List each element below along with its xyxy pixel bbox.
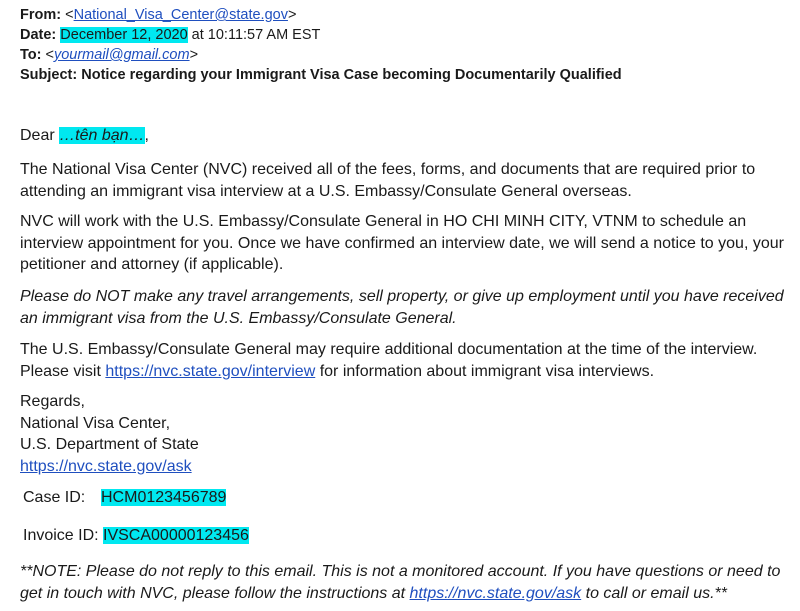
signature-regards: Regards, bbox=[20, 393, 85, 410]
signature-ask-link[interactable]: https://nvc.state.gov/ask bbox=[20, 457, 192, 475]
case-id-value: HCM0123456789 bbox=[101, 489, 227, 506]
greeting-dear: Dear bbox=[20, 127, 60, 144]
from-line bbox=[20, 5, 795, 25]
invoice-id-value: IVSCA00000123456 bbox=[103, 527, 249, 544]
invoice-id-row bbox=[23, 525, 249, 547]
email-header bbox=[20, 5, 795, 85]
case-id-row bbox=[23, 487, 226, 509]
note-text-b: to call or email us.** bbox=[581, 584, 728, 602]
invoice-id-label: Invoice ID: bbox=[23, 527, 99, 544]
from-open-bracket: < bbox=[65, 7, 74, 23]
para4-text-b: for information about immigrant visa interviews. bbox=[315, 362, 655, 380]
case-id-label: Case ID: bbox=[23, 489, 86, 506]
subject-value: Notice regarding your Immigrant Visa Case becoming Documentarily Qualified bbox=[81, 67, 622, 83]
to-close-bracket: > bbox=[189, 47, 199, 63]
subject-label: Subject: bbox=[20, 67, 78, 83]
from-label: From: bbox=[20, 7, 62, 23]
note-text-a: **NOTE: Please do not reply to this email. This is not a monitored account. If you have questions or need to get in touch with NVC, please follow the instructions at bbox=[20, 563, 781, 602]
greeting-comma: , bbox=[144, 127, 149, 144]
note-ask-link[interactable]: https://nvc.state.gov/ask bbox=[409, 584, 582, 602]
to-open-bracket: < bbox=[45, 47, 54, 63]
interview-link[interactable]: https://nvc.state.gov/interview bbox=[105, 362, 316, 380]
para4-text-a: The U.S. Embassy/Consulate General may require additional documentation at the time of the interview. Please visit bbox=[20, 341, 758, 380]
date-line bbox=[20, 25, 795, 45]
from-close-bracket: > bbox=[287, 7, 297, 23]
signature-block bbox=[20, 391, 795, 477]
date-label: Date: bbox=[20, 27, 57, 43]
paragraph-travel-warning: Please do NOT make any travel arrangements, sell property, or give up employment until you have received an immigrant visa from the U.S. Embassy/Consulate General. bbox=[20, 288, 784, 327]
subject-line bbox=[20, 65, 795, 85]
note-paragraph bbox=[20, 561, 795, 604]
date-time: at 10:11:57 AM EST bbox=[187, 27, 321, 43]
to-label: To: bbox=[20, 47, 42, 63]
paragraph-fees-received: The National Visa Center (NVC) received all of the fees, forms, and documents that are required prior to attending an immigrant visa interview at a U.S. Embassy/Consulate General overseas. bbox=[20, 161, 756, 200]
signature-org: National Visa Center, bbox=[20, 414, 171, 432]
to-email-link[interactable]: yourmail@gmail.com bbox=[53, 47, 190, 63]
paragraph-schedule-interview: NVC will work with the U.S. Embassy/Consulate General in HO CHI MINH CITY, VTNM to schedule an interview appointment for you. Once we have confirmed an interview date, we will send a notice to you, your petitioner and attorney (if applicable). bbox=[20, 213, 784, 273]
signature-dept: U.S. Department of State bbox=[20, 436, 199, 453]
to-line bbox=[20, 45, 795, 65]
from-email-link[interactable]: National_Visa_Center@state.gov bbox=[73, 7, 288, 23]
greeting bbox=[20, 125, 795, 147]
date-value: December 12, 2020 bbox=[60, 27, 188, 43]
paragraph-additional-docs bbox=[20, 339, 795, 382]
recipient-name: …tên bạn… bbox=[59, 127, 145, 144]
